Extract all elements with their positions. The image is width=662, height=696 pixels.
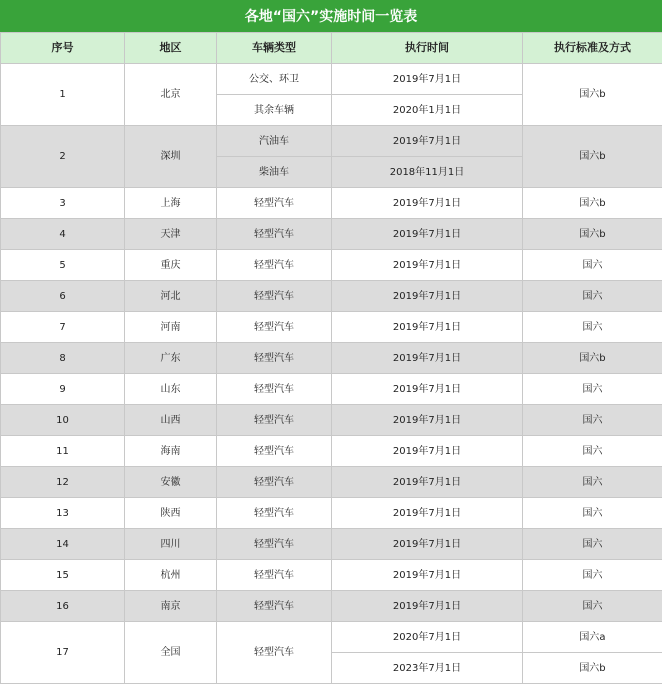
cell-index: 11 xyxy=(1,436,125,467)
cell-index: 3 xyxy=(1,188,125,219)
cell-standard: 国六 xyxy=(523,250,662,281)
cell-standard: 国六b xyxy=(523,188,662,219)
cell-vehicle-type: 柴油车 xyxy=(217,157,332,188)
cell-date: 2019年7月1日 xyxy=(332,498,523,529)
header-row xyxy=(1,33,662,64)
cell-index: 13 xyxy=(1,498,125,529)
cell-vehicle-type: 轻型汽车 xyxy=(217,560,332,591)
cell-standard: 国六b xyxy=(523,653,662,684)
cell-region: 重庆 xyxy=(125,250,217,281)
table-row xyxy=(1,343,662,374)
cell-date: 2019年7月1日 xyxy=(332,219,523,250)
cell-region: 北京 xyxy=(125,64,217,126)
cell-region: 上海 xyxy=(125,188,217,219)
cell-vehicle-type: 公交、环卫 xyxy=(217,64,332,95)
table-row xyxy=(1,188,662,219)
table-row xyxy=(1,126,662,157)
cell-date: 2019年7月1日 xyxy=(332,312,523,343)
cell-vehicle-type: 轻型汽车 xyxy=(217,529,332,560)
cell-index: 17 xyxy=(1,622,125,684)
cell-region: 海南 xyxy=(125,436,217,467)
cell-standard: 国六 xyxy=(523,312,662,343)
cell-index: 9 xyxy=(1,374,125,405)
header-standard: 执行标准及方式 xyxy=(523,33,662,64)
cell-vehicle-type: 轻型汽车 xyxy=(217,622,332,684)
cell-standard: 国六 xyxy=(523,281,662,312)
cell-region: 杭州 xyxy=(125,560,217,591)
cell-standard: 国六 xyxy=(523,529,662,560)
cell-standard: 国六 xyxy=(523,467,662,498)
cell-index: 15 xyxy=(1,560,125,591)
cell-standard: 国六 xyxy=(523,591,662,622)
cell-index: 10 xyxy=(1,405,125,436)
cell-date: 2019年7月1日 xyxy=(332,529,523,560)
cell-standard: 国六a xyxy=(523,622,662,653)
cell-index: 2 xyxy=(1,126,125,188)
header-region: 地区 xyxy=(125,33,217,64)
schedule-table xyxy=(0,32,662,684)
header-date: 执行时间 xyxy=(332,33,523,64)
cell-date: 2019年7月1日 xyxy=(332,467,523,498)
cell-vehicle-type: 汽油车 xyxy=(217,126,332,157)
cell-vehicle-type: 轻型汽车 xyxy=(217,281,332,312)
cell-standard: 国六 xyxy=(523,560,662,591)
table-row xyxy=(1,281,662,312)
header-vehicle-type: 车辆类型 xyxy=(217,33,332,64)
cell-index: 8 xyxy=(1,343,125,374)
cell-region: 河北 xyxy=(125,281,217,312)
table-row xyxy=(1,250,662,281)
cell-index: 7 xyxy=(1,312,125,343)
cell-region: 安徽 xyxy=(125,467,217,498)
cell-standard: 国六 xyxy=(523,498,662,529)
cell-index: 6 xyxy=(1,281,125,312)
cell-region: 深圳 xyxy=(125,126,217,188)
cell-index: 5 xyxy=(1,250,125,281)
cell-vehicle-type: 轻型汽车 xyxy=(217,188,332,219)
cell-date: 2020年7月1日 xyxy=(332,622,523,653)
cell-region: 山西 xyxy=(125,405,217,436)
table-row xyxy=(1,467,662,498)
table-row xyxy=(1,436,662,467)
cell-vehicle-type: 轻型汽车 xyxy=(217,312,332,343)
cell-region: 山东 xyxy=(125,374,217,405)
cell-region: 陕西 xyxy=(125,498,217,529)
cell-date: 2019年7月1日 xyxy=(332,188,523,219)
table-row xyxy=(1,219,662,250)
cell-date: 2019年7月1日 xyxy=(332,436,523,467)
table-row xyxy=(1,622,662,653)
cell-date: 2019年7月1日 xyxy=(332,405,523,436)
cell-standard: 国六b xyxy=(523,219,662,250)
table-row xyxy=(1,405,662,436)
cell-date: 2018年11月1日 xyxy=(332,157,523,188)
cell-region: 广东 xyxy=(125,343,217,374)
cell-region: 全国 xyxy=(125,622,217,684)
cell-date: 2019年7月1日 xyxy=(332,560,523,591)
cell-region: 南京 xyxy=(125,591,217,622)
table-row xyxy=(1,374,662,405)
cell-index: 1 xyxy=(1,64,125,126)
cell-standard: 国六 xyxy=(523,374,662,405)
cell-date: 2019年7月1日 xyxy=(332,250,523,281)
cell-vehicle-type: 轻型汽车 xyxy=(217,436,332,467)
cell-vehicle-type: 轻型汽车 xyxy=(217,498,332,529)
cell-vehicle-type: 轻型汽车 xyxy=(217,343,332,374)
cell-region: 四川 xyxy=(125,529,217,560)
cell-date: 2019年7月1日 xyxy=(332,343,523,374)
table-row xyxy=(1,560,662,591)
cell-index: 12 xyxy=(1,467,125,498)
table-row xyxy=(1,529,662,560)
cell-region: 天津 xyxy=(125,219,217,250)
table-row xyxy=(1,498,662,529)
table-row xyxy=(1,591,662,622)
cell-standard: 国六b xyxy=(523,126,662,188)
cell-vehicle-type: 其余车辆 xyxy=(217,95,332,126)
cell-standard: 国六 xyxy=(523,405,662,436)
cell-vehicle-type: 轻型汽车 xyxy=(217,591,332,622)
cell-index: 14 xyxy=(1,529,125,560)
cell-vehicle-type: 轻型汽车 xyxy=(217,250,332,281)
cell-index: 16 xyxy=(1,591,125,622)
cell-vehicle-type: 轻型汽车 xyxy=(217,405,332,436)
cell-date: 2019年7月1日 xyxy=(332,281,523,312)
cell-vehicle-type: 轻型汽车 xyxy=(217,467,332,498)
cell-date: 2019年7月1日 xyxy=(332,374,523,405)
cell-standard: 国六 xyxy=(523,436,662,467)
cell-date: 2023年7月1日 xyxy=(332,653,523,684)
cell-standard: 国六b xyxy=(523,64,662,126)
table-row xyxy=(1,64,662,95)
cell-region: 河南 xyxy=(125,312,217,343)
cell-date: 2019年7月1日 xyxy=(332,64,523,95)
cell-vehicle-type: 轻型汽车 xyxy=(217,374,332,405)
cell-vehicle-type: 轻型汽车 xyxy=(217,219,332,250)
cell-index: 4 xyxy=(1,219,125,250)
cell-date: 2019年7月1日 xyxy=(332,126,523,157)
cell-standard: 国六b xyxy=(523,343,662,374)
cell-date: 2019年7月1日 xyxy=(332,591,523,622)
table-title: 各地“国六”实施时间一览表 xyxy=(0,0,662,32)
header-index: 序号 xyxy=(1,33,125,64)
table-row xyxy=(1,312,662,343)
cell-date: 2020年1月1日 xyxy=(332,95,523,126)
